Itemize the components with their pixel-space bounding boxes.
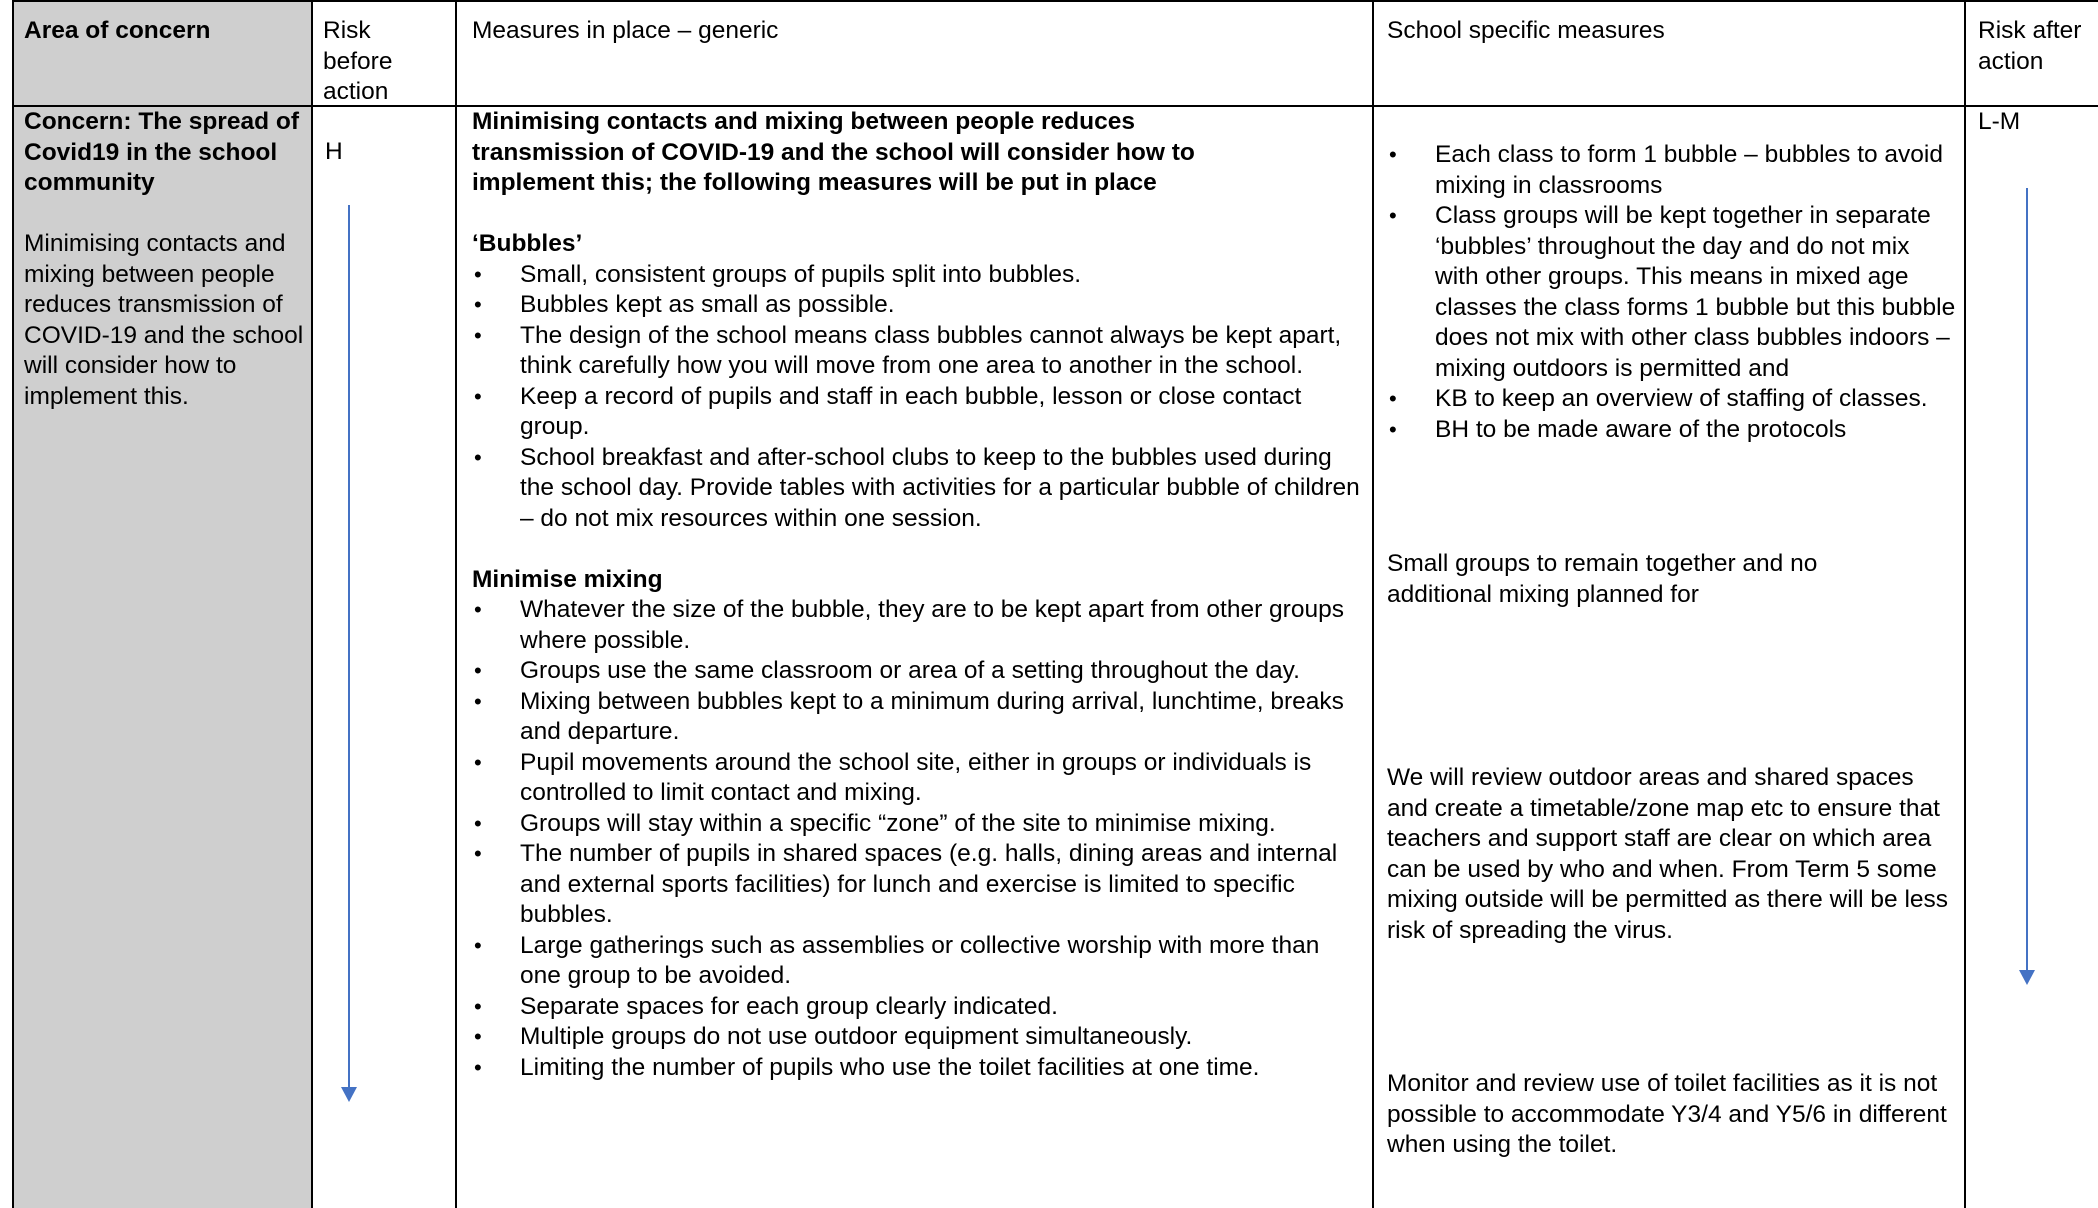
risk-before-arrowhead-icon: [341, 1087, 357, 1102]
risk-assessment-table: [12, 0, 2098, 1208]
header-area-of-concern: Area of concern: [24, 17, 211, 44]
header-specific-measures: School specific measures: [1387, 17, 1665, 44]
col-border-4: [1964, 0, 1966, 1208]
list-item: • The number of pupils in shared spaces (e.g. halls, dining areas and internal and external sports facilities) for lunch and exercise is limited to specific bubbles.: [472, 839, 1362, 931]
list-item: • BH to be made aware of the protocols: [1387, 415, 1957, 446]
list-item: • Small, consistent groups of pupils split into bubbles.: [472, 260, 1362, 291]
list-item: • Multiple groups do not use outdoor equipment simultaneously.: [472, 1022, 1362, 1053]
risk-before-value: H: [325, 138, 343, 165]
list-item: • Separate spaces for each group clearly indicated.: [472, 992, 1362, 1023]
generic-intro: Minimising contacts and mixing between people reduces transmission of COVID-19 and the school will consider how to implement this; the following measures will be put in place: [472, 108, 1195, 196]
col-border-2: [455, 0, 457, 1208]
list-item: • Limiting the number of pupils who use the toilet facilities at one time.: [472, 1053, 1362, 1084]
specific-measures-cell: [1387, 140, 1957, 445]
list-item: • Groups use the same classroom or area of a setting throughout the day.: [472, 656, 1362, 687]
header-risk-after: Risk after action: [1978, 17, 2082, 75]
minimise-mixing-heading: Minimise mixing: [472, 565, 663, 593]
specific-para-small-groups: Small groups to remain together and no additional mixing planned for: [1387, 550, 1818, 608]
bubbles-list: [472, 260, 1362, 535]
risk-after-value: L-M: [1978, 108, 2021, 135]
list-item: • The design of the school means class bubbles cannot always be kept apart, think carefully how you will move from one area to another in the school.: [472, 321, 1362, 382]
specific-bullets: [1387, 140, 1957, 445]
concern-description: Minimising contacts and mixing between people reduces transmission of COVID-19 and the school will consider how to implement this.: [24, 230, 304, 410]
risk-before-arrow-line: [348, 205, 350, 1087]
list-item: • Each class to form 1 bubble – bubbles to avoid mixing in classrooms: [1387, 140, 1957, 201]
risk-after-arrow-line: [2026, 188, 2028, 970]
list-item: • Bubbles kept as small as possible.: [472, 290, 1362, 321]
generic-measures-cell: [472, 107, 1362, 1083]
table-top-border: [12, 0, 2098, 2]
list-item: • Large gatherings such as assemblies or collective worship with more than one group to be avoided.: [472, 931, 1362, 992]
bubbles-heading: ‘Bubbles’: [472, 230, 583, 257]
mixing-list: [472, 595, 1362, 1083]
list-item: • Class groups will be kept together in separate ‘bubbles’ throughout the day and do not mix with other groups. This means in mixed age classes the class forms 1 bubble but this bubble does not mix with other class bubbles indoors – mixing outdoors is permitted and: [1387, 201, 1957, 384]
list-item: • KB to keep an overview of staffing of classes.: [1387, 384, 1957, 415]
col-border-3: [1372, 0, 1374, 1208]
area-of-concern-cell: [24, 107, 309, 412]
specific-para-toilets: Monitor and review use of toilet facilities as it is not possible to accommodate Y3/4 and Y5/6 in different when using the toilet.: [1387, 1070, 1947, 1158]
header-generic-measures: Measures in place – generic: [472, 17, 779, 44]
list-item: • School breakfast and after-school clubs to keep to the bubbles used during the school day. Provide tables with activities for a particular bubble of children – do not mix resources within one session.: [472, 443, 1362, 535]
list-item: • Whatever the size of the bubble, they are to be kept apart from other groups where possible.: [472, 595, 1362, 656]
list-item: • Mixing between bubbles kept to a minimum during arrival, lunchtime, breaks and departure.: [472, 687, 1362, 748]
col-border-left: [12, 0, 14, 1208]
concern-title: Concern: The spread of Covid19 in the school community: [24, 108, 299, 196]
header-risk-before: Risk before action: [323, 17, 393, 105]
list-item: • Groups will stay within a specific “zone” of the site to minimise mixing.: [472, 809, 1362, 840]
list-item: • Pupil movements around the school site, either in groups or individuals is controlled to limit contact and mixing.: [472, 748, 1362, 809]
col-border-1: [311, 0, 313, 1208]
specific-para-outdoor-areas: We will review outdoor areas and shared spaces and create a timetable/zone map etc to ensure that teachers and support staff are clear on which area can be used by who and when. From Term 5 some mixing outside will be permitted as there will be less risk of spreading the virus.: [1387, 764, 1949, 944]
list-item: • Keep a record of pupils and staff in each bubble, lesson or close contact group.: [472, 382, 1362, 443]
risk-after-arrowhead-icon: [2019, 970, 2035, 985]
